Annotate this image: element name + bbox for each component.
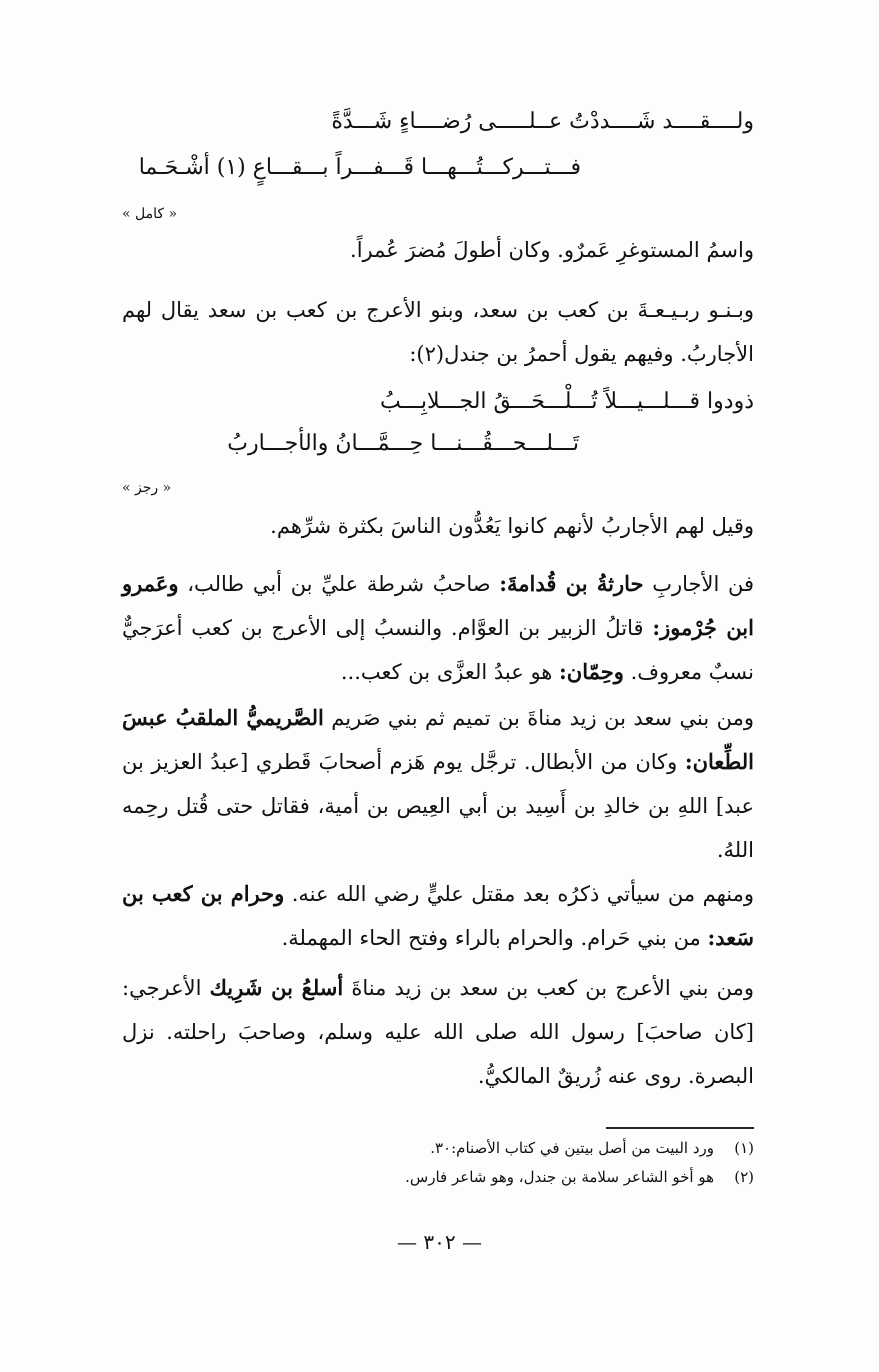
p7-text-1: ومن بني الأعرج بن كعب بن سعد بن زيد مناةَ — [343, 976, 754, 1000]
p7-text-2: الأعرجي: [كان صاحبَ] رسول الله صلى الله عليه وسلم، وصاحبَ راحلته. نزل البصرة. روى عنه زُريقٌ المالكيُّ. — [122, 976, 754, 1088]
footnote-2 — [405, 1166, 754, 1188]
p4-text-3: قاتلُ الزبير بن العوَّام. والنسبُ إلى الأعرج بن كعب أعرَجيٌّ نسبٌ معروف. — [122, 616, 754, 684]
paragraph-2: وبـنـو ربـيـعـةَ بن كعب بن سعد، وبنو الأعرج بن كعب بن سعد يقال لهم الأجاربُ. وفيهم يقول أحمرُ بن جندل(٢): — [122, 298, 754, 366]
footnote-1 — [430, 1137, 754, 1159]
p4-text-1: فن الأجاربِ — [643, 572, 755, 596]
p5-text-2: وكان من الأبطال. ترجَّل يوم هَزم أصحابَ قَطري [عبدُ العزيز بن عبد] اللهِ بن خالدِ بن أَسِيد بن أبي العِيص بن أمية، فقاتل حتى قُتل رحِمه اللهُ. — [122, 750, 754, 862]
page-number: — ٣٠٢ — — [397, 1230, 482, 1254]
p4-name-1: حارثةُ بن قُدامةَ: — [499, 571, 644, 596]
p6-name-1: وحرام بن كعب بن سَعد: — [122, 881, 754, 950]
paragraph-7 — [122, 966, 754, 1098]
paragraph-5 — [122, 696, 754, 872]
p4-text-2: صاحبُ شرطة عليِّ بن أبي طالب، — [178, 572, 500, 596]
p6-text-2: من بني حَرام. والحرام بالراء وفتح الحاء المهملة. — [281, 926, 708, 950]
verse1-line2: فـــتـــركـــتُـــهـــا قَـــفـــراً بـــقـــاعٍ (١) أشْـحَـما — [138, 155, 581, 180]
footnote-divider — [606, 1127, 754, 1129]
p5-text-1: ومن بني سعد بن زيد مناةَ بن تميم ثم بني صَريم — [323, 706, 754, 730]
paragraph-3: وقيل لهم الأجاربُ لأنهم كانوا يَعُدُّون الناسَ بكثرة شرِّهم. — [270, 514, 754, 538]
footnote-2-number: (٢) — [734, 1168, 754, 1186]
p6-text-1: ومنهم من سيأتي ذكرُه بعد مقتل عليٍّ رضي الله عنه. — [284, 882, 754, 906]
verse1-meter: « كامل » — [122, 206, 178, 222]
footnote-2-text: هو أخو الشاعر سلامة بن جندل، وهو شاعر فارس. — [405, 1168, 714, 1186]
p7-name-1: أسلعُ بن شَرِيك — [209, 975, 344, 1000]
p4-text-4: هو عبدُ العزَّى بن كعب... — [340, 660, 560, 684]
footnote-1-number: (١) — [734, 1139, 754, 1157]
footnote-1-text: ورد البيت من أصل بيتين في كتاب الأصنام:٣٠. — [430, 1139, 714, 1157]
paragraph-4 — [122, 562, 754, 694]
verse1-line1: ولــــقــــد شَــــددْتُ عــلـــــى رُضــــاءٍ شَـــدَّةً — [331, 109, 754, 134]
verse2-line1: ذودوا قـــلـــيـــلاً تُـــلْـــحَـــقُ الجـــلابِـــبُ — [379, 389, 754, 414]
p4-name-2: وعَمرو ابن جُرْموز: — [122, 571, 754, 640]
paragraph-1: واسمُ المستوغرِ عَمرٌو. وكان أطولَ مُضرَ عُمراً. — [350, 238, 754, 262]
verse2-meter: « رجز » — [122, 480, 172, 496]
p4-name-3: وحِمّان: — [559, 659, 624, 684]
paragraph-6 — [122, 872, 754, 960]
p5-name-1: الصَّريميُّ الملقبُ عبسَ الطِّعان: — [122, 705, 754, 774]
verse2-line2: تَـــلـــحـــقُـــنـــا حِـــمَّـــانُ والأجـــاربُ — [227, 431, 579, 456]
